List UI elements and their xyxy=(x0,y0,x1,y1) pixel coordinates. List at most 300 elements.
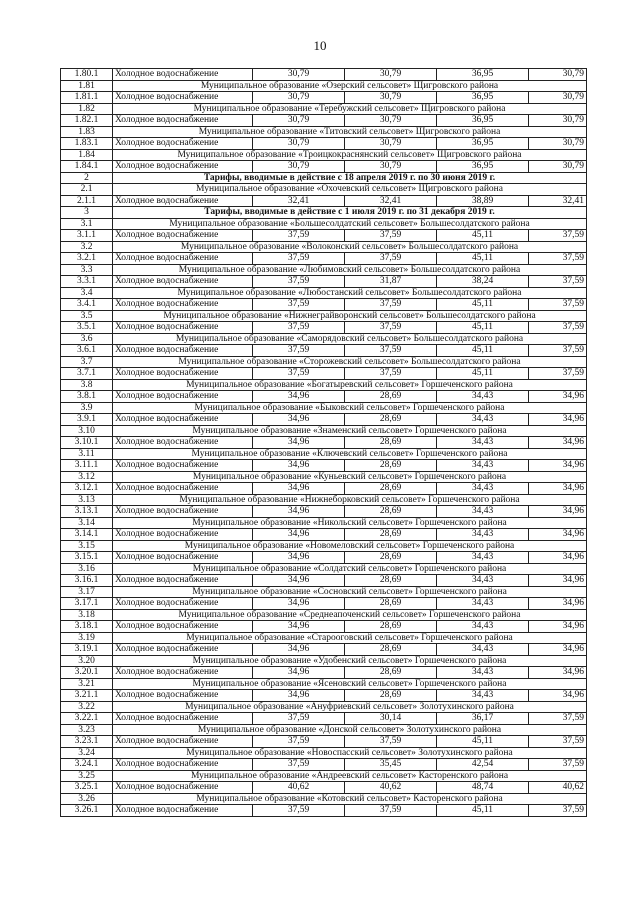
row-number: 1.84 xyxy=(61,149,113,161)
municipality-heading-row xyxy=(61,126,587,138)
tariff-value-cell: 37,59 xyxy=(529,736,587,748)
tariff-value-cell: 30,79 xyxy=(253,161,345,173)
tariff-value-cell: 37,59 xyxy=(253,368,345,380)
municipality-heading: Муниципальное образование «Волоконский сельсовет» Большесолдатского района xyxy=(113,241,587,253)
service-cell: Холодное водоснабжение xyxy=(113,322,253,334)
row-number: 3.10.1 xyxy=(61,437,113,449)
row-number: 2.1 xyxy=(61,184,113,196)
tariff-value-cell: 30,79 xyxy=(345,138,437,150)
table-row xyxy=(61,92,587,104)
row-number: 2 xyxy=(61,172,113,184)
municipality-heading-row xyxy=(61,471,587,483)
tariff-value-cell: 37,59 xyxy=(529,230,587,242)
tariff-value-cell: 34,43 xyxy=(437,414,529,426)
service-cell: Холодное водоснабжение xyxy=(113,690,253,702)
service-cell: Холодное водоснабжение xyxy=(113,299,253,311)
tariff-value-cell: 34,43 xyxy=(437,644,529,656)
tariff-value-cell: 30,79 xyxy=(529,138,587,150)
tariff-value-cell: 30,79 xyxy=(253,92,345,104)
municipality-heading: Муниципальное образование «Сосновский сельсовет» Горшеченского района xyxy=(113,586,587,598)
tariff-value-cell: 34,43 xyxy=(437,598,529,610)
row-number: 3.21 xyxy=(61,678,113,690)
row-number: 3.1.1 xyxy=(61,230,113,242)
tariff-value-cell: 28,69 xyxy=(345,460,437,472)
municipality-heading-row xyxy=(61,333,587,345)
row-number: 3.15 xyxy=(61,540,113,552)
row-number: 3.11.1 xyxy=(61,460,113,472)
tariff-value-cell: 34,43 xyxy=(437,460,529,472)
table-row xyxy=(61,69,587,81)
table-row xyxy=(61,253,587,265)
row-number: 3.7 xyxy=(61,356,113,368)
tariff-value-cell: 30,14 xyxy=(345,713,437,725)
tariff-value-cell: 34,96 xyxy=(253,506,345,518)
service-cell: Холодное водоснабжение xyxy=(113,460,253,472)
table-row xyxy=(61,414,587,426)
municipality-heading-row xyxy=(61,379,587,391)
tariff-value-cell: 37,59 xyxy=(345,230,437,242)
row-number: 3.5 xyxy=(61,310,113,322)
tariff-value-cell: 37,59 xyxy=(529,253,587,265)
table-row xyxy=(61,667,587,679)
municipality-heading: Муниципальное образование «Ануфриевский сельсовет» Золотухинского района xyxy=(113,701,587,713)
table-row xyxy=(61,391,587,403)
tariff-value-cell: 37,59 xyxy=(529,299,587,311)
tariff-value-cell: 37,59 xyxy=(529,759,587,771)
municipality-heading-row xyxy=(61,264,587,276)
tariff-value-cell: 34,96 xyxy=(529,437,587,449)
tariff-value-cell: 28,69 xyxy=(345,621,437,633)
tariff-value-cell: 28,69 xyxy=(345,483,437,495)
row-number: 3.12.1 xyxy=(61,483,113,495)
tariff-value-cell: 34,96 xyxy=(253,575,345,587)
table-row xyxy=(61,437,587,449)
tariff-value-cell: 37,59 xyxy=(253,805,345,817)
row-number: 1.81.1 xyxy=(61,92,113,104)
tariff-value-cell: 34,43 xyxy=(437,483,529,495)
tariff-value-cell: 34,96 xyxy=(529,483,587,495)
row-number: 3.21.1 xyxy=(61,690,113,702)
tariff-value-cell: 28,69 xyxy=(345,391,437,403)
tariff-value-cell: 30,79 xyxy=(253,138,345,150)
tariff-value-cell: 45,11 xyxy=(437,322,529,334)
row-number: 3.13 xyxy=(61,494,113,506)
tariff-value-cell: 40,62 xyxy=(529,782,587,794)
municipality-heading: Муниципальное образование «Никольский сельсовет» Горшеченского района xyxy=(113,517,587,529)
table-row xyxy=(61,345,587,357)
tariff-table xyxy=(60,68,587,817)
row-number: 3.16 xyxy=(61,563,113,575)
service-cell: Холодное водоснабжение xyxy=(113,506,253,518)
service-cell: Холодное водоснабжение xyxy=(113,782,253,794)
municipality-heading: Муниципальное образование «Солдатский сельсовет» Горшеченского района xyxy=(113,563,587,575)
row-number: 3.8 xyxy=(61,379,113,391)
tariff-value-cell: 34,43 xyxy=(437,575,529,587)
tariff-value-cell: 34,96 xyxy=(529,460,587,472)
service-cell: Холодное водоснабжение xyxy=(113,368,253,380)
municipality-heading: Муниципальное образование «Сторожевский сельсовет» Большесолдатского района xyxy=(113,356,587,368)
municipality-heading: Муниципальное образование «Знаменский сельсовет» Горшеченского района xyxy=(113,425,587,437)
table-row xyxy=(61,805,587,817)
row-number: 3.19 xyxy=(61,632,113,644)
table-row xyxy=(61,368,587,380)
tariff-value-cell: 37,59 xyxy=(529,322,587,334)
service-cell: Холодное водоснабжение xyxy=(113,759,253,771)
tariff-value-cell: 34,96 xyxy=(253,621,345,633)
tariff-value-cell: 28,69 xyxy=(345,506,437,518)
tariff-value-cell: 30,79 xyxy=(345,115,437,127)
municipality-heading-row xyxy=(61,80,587,92)
municipality-heading: Муниципальное образование «Любимовский сельсовет» Большесолдатского района xyxy=(113,264,587,276)
municipality-heading-row xyxy=(61,770,587,782)
tariff-value-cell: 36,95 xyxy=(437,115,529,127)
municipality-heading: Муниципальное образование «Нижнеборковский сельсовет» Горшеченского района xyxy=(113,494,587,506)
tariff-value-cell: 30,79 xyxy=(529,161,587,173)
municipality-heading-row xyxy=(61,517,587,529)
row-number: 3.18.1 xyxy=(61,621,113,633)
tariff-value-cell: 34,96 xyxy=(253,690,345,702)
tariff-value-cell: 28,69 xyxy=(345,667,437,679)
municipality-heading: Муниципальное образование «Охочевский сельсовет» Щигровского района xyxy=(113,184,587,196)
tariff-value-cell: 28,69 xyxy=(345,437,437,449)
municipality-heading: Муниципальное образование «Саморядовский сельсовет» Большесолдатского района xyxy=(113,333,587,345)
tariff-value-cell: 40,62 xyxy=(253,782,345,794)
tariff-value-cell: 48,74 xyxy=(437,782,529,794)
service-cell: Холодное водоснабжение xyxy=(113,253,253,265)
row-number: 3.26 xyxy=(61,793,113,805)
table-row xyxy=(61,782,587,794)
tariff-value-cell: 37,59 xyxy=(345,736,437,748)
tariff-value-cell: 45,11 xyxy=(437,345,529,357)
tariff-value-cell: 37,59 xyxy=(529,276,587,288)
tariff-value-cell: 34,96 xyxy=(253,529,345,541)
row-number: 3.17.1 xyxy=(61,598,113,610)
table-row xyxy=(61,276,587,288)
table-row xyxy=(61,483,587,495)
table-row xyxy=(61,506,587,518)
municipality-heading-row xyxy=(61,448,587,460)
row-number: 3.11 xyxy=(61,448,113,460)
table-row xyxy=(61,195,587,207)
table-row xyxy=(61,621,587,633)
tariff-value-cell: 34,43 xyxy=(437,529,529,541)
tariff-value-cell: 37,59 xyxy=(253,345,345,357)
service-cell: Холодное водоснабжение xyxy=(113,552,253,564)
municipality-heading-row xyxy=(61,586,587,598)
table-row xyxy=(61,230,587,242)
tariff-value-cell: 34,96 xyxy=(529,667,587,679)
municipality-heading-row xyxy=(61,356,587,368)
service-cell: Холодное водоснабжение xyxy=(113,621,253,633)
municipality-heading: Муниципальное образование «Ключевский сельсовет» Горшеченского района xyxy=(113,448,587,460)
municipality-heading-row xyxy=(61,103,587,115)
municipality-heading: Муниципальное образование «Удобенский сельсовет» Горшеченского района xyxy=(113,655,587,667)
tariff-value-cell: 30,79 xyxy=(253,69,345,81)
municipality-heading-row xyxy=(61,793,587,805)
tariff-value-cell: 37,59 xyxy=(529,805,587,817)
tariff-value-cell: 34,96 xyxy=(253,414,345,426)
tariff-table-body xyxy=(61,69,587,817)
row-number: 3.1 xyxy=(61,218,113,230)
tariff-value-cell: 30,79 xyxy=(345,69,437,81)
row-number: 3.13.1 xyxy=(61,506,113,518)
row-number: 3.19.1 xyxy=(61,644,113,656)
tariff-value-cell: 30,79 xyxy=(345,161,437,173)
service-cell: Холодное водоснабжение xyxy=(113,276,253,288)
tariff-value-cell: 34,96 xyxy=(529,414,587,426)
table-row xyxy=(61,713,587,725)
service-cell: Холодное водоснабжение xyxy=(113,529,253,541)
row-number: 3.20 xyxy=(61,655,113,667)
row-number: 3.18 xyxy=(61,609,113,621)
tariff-value-cell: 34,96 xyxy=(253,598,345,610)
tariff-value-cell: 34,43 xyxy=(437,552,529,564)
section-heading: Тарифы, вводимые в действие с 1 июля 2019 г. по 31 декабря 2019 г. xyxy=(113,207,587,219)
tariff-value-cell: 36,95 xyxy=(437,161,529,173)
row-number: 1.81 xyxy=(61,80,113,92)
tariff-value-cell: 34,96 xyxy=(529,506,587,518)
municipality-heading-row xyxy=(61,184,587,196)
row-number: 3.20.1 xyxy=(61,667,113,679)
municipality-heading-row xyxy=(61,241,587,253)
tariff-value-cell: 34,96 xyxy=(529,621,587,633)
municipality-heading-row xyxy=(61,218,587,230)
municipality-heading: Муниципальное образование «Богатыревский сельсовет» Горшеченского района xyxy=(113,379,587,391)
service-cell: Холодное водоснабжение xyxy=(113,667,253,679)
municipality-heading-row xyxy=(61,632,587,644)
row-number: 1.83.1 xyxy=(61,138,113,150)
tariff-value-cell: 34,96 xyxy=(529,644,587,656)
municipality-heading-row xyxy=(61,563,587,575)
tariff-value-cell: 34,96 xyxy=(529,529,587,541)
municipality-heading-row xyxy=(61,310,587,322)
row-number: 1.83 xyxy=(61,126,113,138)
tariff-value-cell: 36,17 xyxy=(437,713,529,725)
table-row xyxy=(61,759,587,771)
tariff-value-cell: 32,41 xyxy=(345,195,437,207)
row-number: 3 xyxy=(61,207,113,219)
section-heading-row xyxy=(61,207,587,219)
row-number: 1.84.1 xyxy=(61,161,113,173)
row-number: 3.8.1 xyxy=(61,391,113,403)
section-heading: Тарифы, вводимые в действие с 18 апреля 2019 г. по 30 июня 2019 г. xyxy=(113,172,587,184)
tariff-value-cell: 28,69 xyxy=(345,644,437,656)
row-number: 3.2.1 xyxy=(61,253,113,265)
service-cell: Холодное водоснабжение xyxy=(113,195,253,207)
row-number: 3.22.1 xyxy=(61,713,113,725)
municipality-heading: Муниципальное образование «Старооговский сельсовет» Горшеченского района xyxy=(113,632,587,644)
row-number: 1.80.1 xyxy=(61,69,113,81)
tariff-value-cell: 34,43 xyxy=(437,690,529,702)
tariff-value-cell: 38,89 xyxy=(437,195,529,207)
tariff-value-cell: 34,43 xyxy=(437,621,529,633)
tariff-value-cell: 28,69 xyxy=(345,552,437,564)
row-number: 3.6 xyxy=(61,333,113,345)
municipality-heading-row xyxy=(61,747,587,759)
row-number: 3.25 xyxy=(61,770,113,782)
tariff-value-cell: 31,87 xyxy=(345,276,437,288)
row-number: 3.14.1 xyxy=(61,529,113,541)
tariff-value-cell: 36,95 xyxy=(437,138,529,150)
row-number: 3.22 xyxy=(61,701,113,713)
tariff-value-cell: 34,96 xyxy=(529,391,587,403)
row-number: 3.16.1 xyxy=(61,575,113,587)
tariff-value-cell: 34,96 xyxy=(253,437,345,449)
table-row xyxy=(61,115,587,127)
row-number: 3.12 xyxy=(61,471,113,483)
tariff-value-cell: 34,96 xyxy=(529,575,587,587)
tariff-value-cell: 37,59 xyxy=(253,713,345,725)
row-number: 3.6.1 xyxy=(61,345,113,357)
table-row xyxy=(61,598,587,610)
table-row xyxy=(61,529,587,541)
municipality-heading: Муниципальное образование «Быковский сельсовет» Горшеченского района xyxy=(113,402,587,414)
municipality-heading-row xyxy=(61,402,587,414)
tariff-value-cell: 37,59 xyxy=(253,253,345,265)
row-number: 3.5.1 xyxy=(61,322,113,334)
municipality-heading: Муниципальное образование «Теребужский сельсовет» Щигровского района xyxy=(113,103,587,115)
municipality-heading-row xyxy=(61,540,587,552)
tariff-value-cell: 37,59 xyxy=(345,345,437,357)
tariff-value-cell: 34,96 xyxy=(529,552,587,564)
tariff-value-cell: 28,69 xyxy=(345,690,437,702)
tariff-value-cell: 34,96 xyxy=(253,460,345,472)
municipality-heading: Муниципальное образование «Троицкокраснянский сельсовет» Щигровского района xyxy=(113,149,587,161)
municipality-heading-row xyxy=(61,701,587,713)
service-cell: Холодное водоснабжение xyxy=(113,736,253,748)
tariff-value-cell: 34,43 xyxy=(437,437,529,449)
tariff-value-cell: 37,59 xyxy=(345,299,437,311)
municipality-heading: Муниципальное образование «Среднеапоченский сельсовет» Горшеченского района xyxy=(113,609,587,621)
tariff-value-cell: 45,11 xyxy=(437,299,529,311)
tariff-value-cell: 32,41 xyxy=(529,195,587,207)
service-cell: Холодное водоснабжение xyxy=(113,805,253,817)
row-number: 3.9.1 xyxy=(61,414,113,426)
tariff-value-cell: 37,59 xyxy=(253,759,345,771)
table-row xyxy=(61,161,587,173)
tariff-value-cell: 34,96 xyxy=(253,644,345,656)
tariff-value-cell: 30,79 xyxy=(253,115,345,127)
tariff-value-cell: 37,59 xyxy=(345,805,437,817)
tariff-value-cell: 34,96 xyxy=(253,667,345,679)
service-cell: Холодное водоснабжение xyxy=(113,345,253,357)
tariff-value-cell: 32,41 xyxy=(253,195,345,207)
row-number: 3.10 xyxy=(61,425,113,437)
table-row xyxy=(61,322,587,334)
row-number: 3.23 xyxy=(61,724,113,736)
row-number: 2.1.1 xyxy=(61,195,113,207)
tariff-value-cell: 30,79 xyxy=(345,92,437,104)
service-cell: Холодное водоснабжение xyxy=(113,598,253,610)
service-cell: Холодное водоснабжение xyxy=(113,483,253,495)
tariff-value-cell: 34,96 xyxy=(529,598,587,610)
municipality-heading-row xyxy=(61,287,587,299)
municipality-heading: Муниципальное образование «Большесолдатский сельсовет» Большесолдатского района xyxy=(113,218,587,230)
municipality-heading: Муниципальное образование «Новомеловский сельсовет» Горшеченского района xyxy=(113,540,587,552)
tariff-value-cell: 35,45 xyxy=(345,759,437,771)
service-cell: Холодное водоснабжение xyxy=(113,575,253,587)
page-number: 10 xyxy=(313,38,327,53)
tariff-value-cell: 45,11 xyxy=(437,736,529,748)
municipality-heading: Муниципальное образование «Титовский сельсовет» Щигровского района xyxy=(113,126,587,138)
tariff-value-cell: 34,43 xyxy=(437,506,529,518)
service-cell: Холодное водоснабжение xyxy=(113,713,253,725)
table-row xyxy=(61,299,587,311)
table-row xyxy=(61,644,587,656)
tariff-value-cell: 28,69 xyxy=(345,414,437,426)
tariff-value-cell: 38,24 xyxy=(437,276,529,288)
tariff-value-cell: 34,96 xyxy=(253,552,345,564)
tariff-value-cell: 34,96 xyxy=(529,690,587,702)
tariff-value-cell: 30,79 xyxy=(529,92,587,104)
municipality-heading-row xyxy=(61,425,587,437)
service-cell: Холодное водоснабжение xyxy=(113,69,253,81)
table-row xyxy=(61,138,587,150)
tariff-value-cell: 28,69 xyxy=(345,575,437,587)
service-cell: Холодное водоснабжение xyxy=(113,92,253,104)
row-number: 3.24 xyxy=(61,747,113,759)
tariff-value-cell: 34,96 xyxy=(253,483,345,495)
tariff-value-cell: 36,95 xyxy=(437,92,529,104)
service-cell: Холодное водоснабжение xyxy=(113,230,253,242)
municipality-heading-row xyxy=(61,724,587,736)
table-row xyxy=(61,552,587,564)
tariff-value-cell: 37,59 xyxy=(345,253,437,265)
municipality-heading: Муниципальное образование «Нижнеграйворонский сельсовет» Большесолдатского района xyxy=(113,310,587,322)
table-row xyxy=(61,736,587,748)
municipality-heading: Муниципальное образование «Андреевский сельсовет» Касторенского района xyxy=(113,770,587,782)
tariff-value-cell: 45,11 xyxy=(437,805,529,817)
municipality-heading-row xyxy=(61,149,587,161)
tariff-value-cell: 37,59 xyxy=(253,299,345,311)
table-row xyxy=(61,460,587,472)
row-number: 3.14 xyxy=(61,517,113,529)
row-number: 3.3 xyxy=(61,264,113,276)
row-number: 3.23.1 xyxy=(61,736,113,748)
row-number: 3.7.1 xyxy=(61,368,113,380)
service-cell: Холодное водоснабжение xyxy=(113,644,253,656)
row-number: 3.26.1 xyxy=(61,805,113,817)
tariff-value-cell: 34,43 xyxy=(437,391,529,403)
tariff-value-cell: 34,43 xyxy=(437,667,529,679)
tariff-value-cell: 45,11 xyxy=(437,368,529,380)
tariff-value-cell: 45,11 xyxy=(437,230,529,242)
municipality-heading-row xyxy=(61,494,587,506)
tariff-value-cell: 37,59 xyxy=(529,345,587,357)
table-row xyxy=(61,690,587,702)
municipality-heading: Муниципальное образование «Куньевский сельсовет» Горшеченского района xyxy=(113,471,587,483)
municipality-heading: Муниципальное образование «Новоспасский сельсовет» Золотухинского района xyxy=(113,747,587,759)
service-cell: Холодное водоснабжение xyxy=(113,414,253,426)
municipality-heading: Муниципальное образование «Котовский сельсовет» Касторенского района xyxy=(113,793,587,805)
municipality-heading-row xyxy=(61,678,587,690)
row-number: 3.24.1 xyxy=(61,759,113,771)
tariff-value-cell: 37,59 xyxy=(253,276,345,288)
service-cell: Холодное водоснабжение xyxy=(113,437,253,449)
row-number: 1.82.1 xyxy=(61,115,113,127)
municipality-heading-row xyxy=(61,609,587,621)
tariff-value-cell: 42,54 xyxy=(437,759,529,771)
table-row xyxy=(61,575,587,587)
municipality-heading: Муниципальное образование «Донской сельсовет» Золотухинского района xyxy=(113,724,587,736)
row-number: 3.4.1 xyxy=(61,299,113,311)
tariff-value-cell: 34,96 xyxy=(253,391,345,403)
service-cell: Холодное водоснабжение xyxy=(113,161,253,173)
municipality-heading: Муниципальное образование «Озерский сельсовет» Щигровского района xyxy=(113,80,587,92)
service-cell: Холодное водоснабжение xyxy=(113,391,253,403)
row-number: 3.3.1 xyxy=(61,276,113,288)
service-cell: Холодное водоснабжение xyxy=(113,138,253,150)
